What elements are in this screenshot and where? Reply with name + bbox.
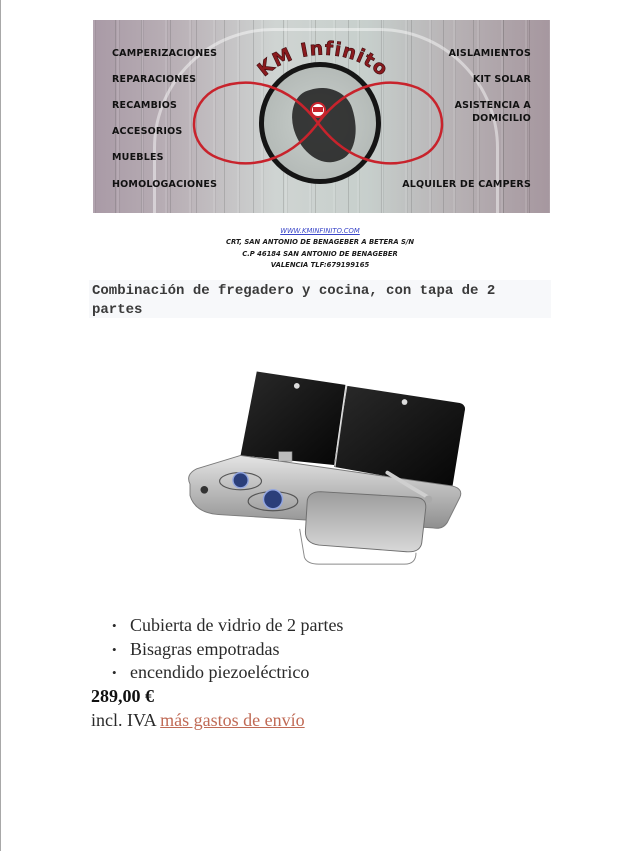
svg-text:KM Infinito <box>253 38 392 81</box>
page-left-border <box>0 0 1 851</box>
service-label: ACCESORIOS <box>112 126 183 137</box>
product-title: Combinación de fregadero y cocina, con tapa de 2 partes <box>92 283 496 318</box>
service-label: HOMOLOGACIONES <box>112 179 218 190</box>
service-label: KIT SOLAR <box>472 74 531 85</box>
tax-note: incl. IVA <box>91 710 156 730</box>
service-label: REPARACIONES <box>112 74 197 85</box>
address-line: C.P 46184 SAN ANTONIO DE BENAGEBER <box>242 249 398 258</box>
feature-text: encendido piezoeléctrico <box>130 662 310 682</box>
brand-logo-text <box>243 37 403 90</box>
service-label: CAMPERIZACIONES <box>112 48 218 59</box>
phone-line: VALENCIA TLF:679199165 <box>270 260 370 269</box>
product-title-block <box>89 280 551 318</box>
bullet-icon: • <box>112 641 117 657</box>
service-label: RECAMBIOS <box>112 100 178 111</box>
company-banner <box>93 20 550 213</box>
shipping-costs-link[interactable]: más gastos de envío <box>160 710 305 730</box>
feature-item <box>104 638 343 662</box>
glass-lid-left <box>241 372 346 465</box>
tax-info <box>91 710 305 731</box>
brand-name: KM Infinito <box>253 37 393 82</box>
product-image <box>166 362 481 567</box>
feature-text: Cubierta de vidrio de 2 partes <box>130 615 344 635</box>
feature-list <box>104 614 343 685</box>
service-label: ALQUILER DE CAMPERS <box>402 179 531 190</box>
service-label: DOMICILIO <box>472 113 531 124</box>
service-label: ASISTENCIA A <box>454 100 531 111</box>
address-line: CRT, SAN ANTONIO DE BENAGEBER A BETERA S/N <box>225 238 415 247</box>
feature-item <box>104 661 343 685</box>
service-label: MUEBLES <box>112 152 164 163</box>
feature-item <box>104 614 343 638</box>
service-label: AISLAMIENTOS <box>448 48 531 59</box>
feature-text: Bisagras empotradas <box>130 638 280 659</box>
bullet-icon: • <box>112 618 117 633</box>
bullet-icon: • <box>112 665 117 680</box>
product-price: 289,00 € <box>91 686 154 706</box>
website-link[interactable]: WWW.KMINFINITO.COM <box>280 227 360 235</box>
contact-block <box>0 226 640 271</box>
